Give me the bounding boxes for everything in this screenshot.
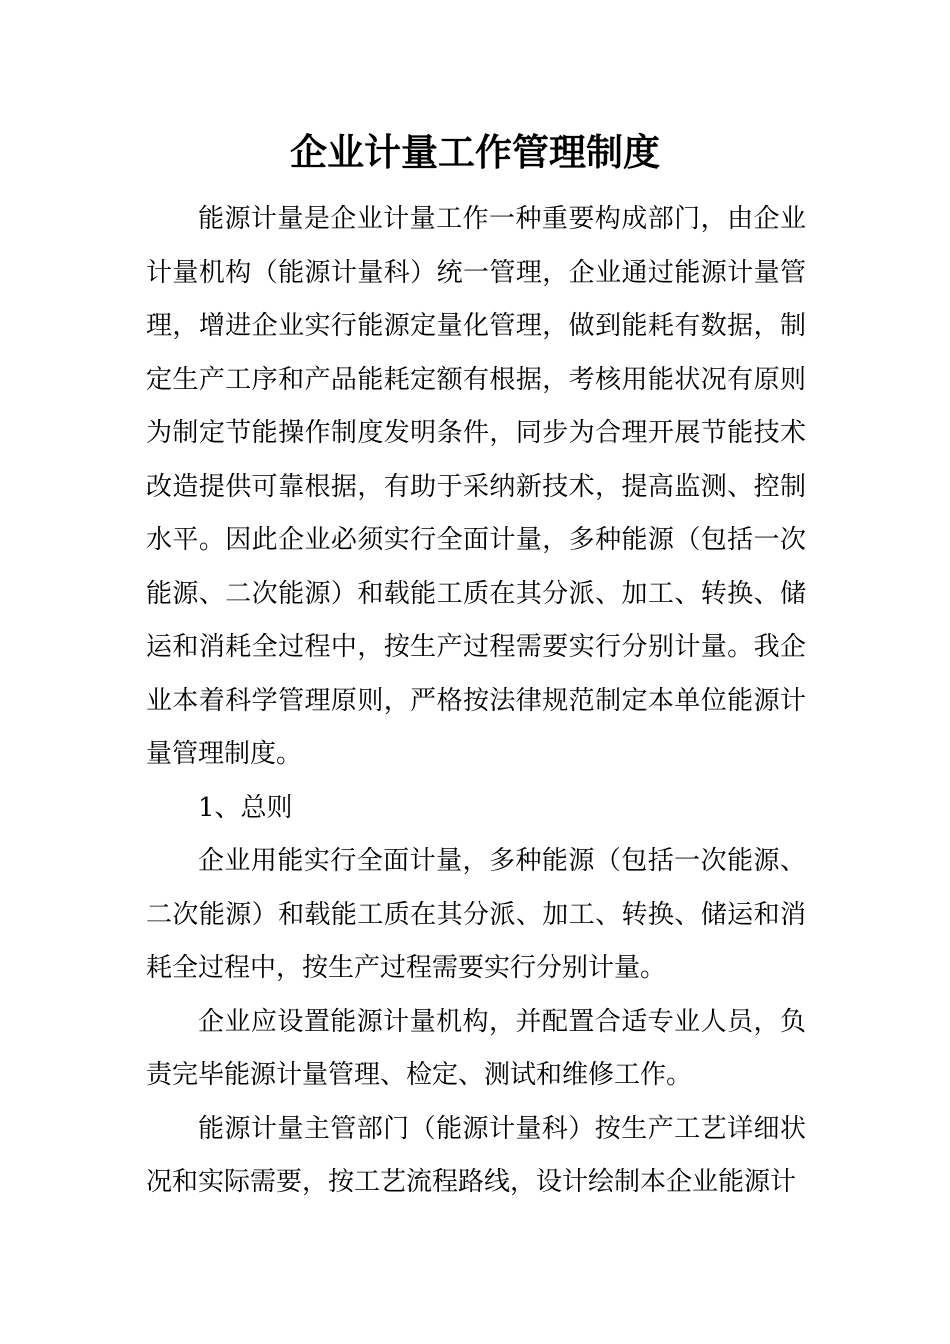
document-title: 企业计量工作管理制度	[290, 130, 660, 174]
document-body	[146, 193, 806, 1210]
paragraph-full-metering: 企业用能实行全面计量，多种能源（包括一次能源、二次能源）和载能工质在其分派、加工、转换、储运和消耗全过程中，按生产过程需要实行分别计量。	[146, 846, 806, 983]
paragraph-metering-agency: 企业应设置能源计量机构，并配置合适专业人员，负责完毕能源计量管理、检定、测试和维修工作。	[146, 1006, 806, 1090]
paragraph-intro: 能源计量是企业计量工作一种重要构成部门，由企业计量机构（能源计量科）统一管理，企业通过能源计量管理，增进企业实行能源定量化管理，做到能耗有数据，制定生产工序和产品能耗定额有根据，考核用能状况有原则为制定节能操作制度发明条件，同步为合理开展节能技术改造提供可靠根据，有助于采纳新技术，提高监测、控制水平。因此企业必须实行全面计量，多种能源（包括一次能源、二次能源）和载能工质在其分派、加工、转换、储运和消耗全过程中，按生产过程需要实行分别计量。我企业本着科学管理原则，严格按法律规范制定本单位能源计量管理制度。	[146, 204, 806, 769]
section-heading-general: 1、总则	[198, 792, 293, 823]
paragraph-metering-department: 能源计量主管部门（能源计量科）按生产工艺详细状况和实际需要，按工艺流程路线，设计绘制本企业能源计	[146, 1113, 806, 1197]
